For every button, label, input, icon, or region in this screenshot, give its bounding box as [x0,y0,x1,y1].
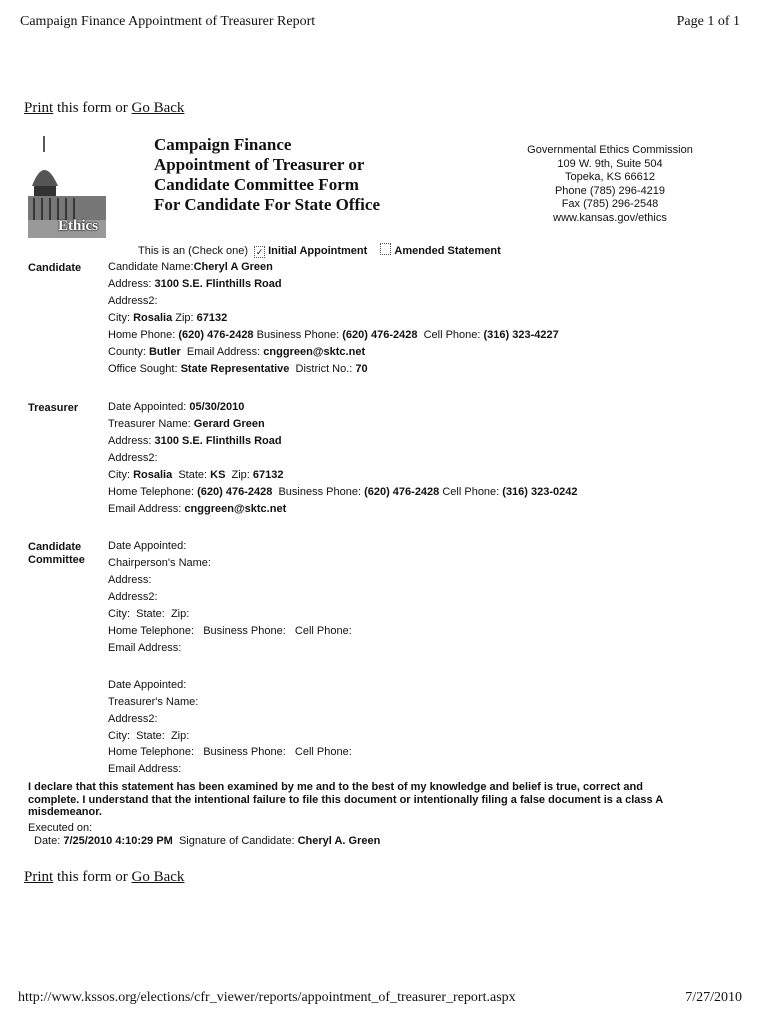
committee-treasurer-email-label: Email Address: [108,763,182,775]
treasurer-address-value: 3100 S.E. Flinthills Road [154,435,282,447]
office-sought-value: State Representative [180,363,290,375]
treasurer-email-row [108,503,286,515]
candidate-county-value: Butler [148,346,181,358]
print-link-bottom[interactable]: Print [24,869,54,885]
candidate-home-phone-value: (620) 476-2428 [178,329,254,341]
executed-row [34,835,380,847]
treasurer-address2-label: Address2: [108,452,158,464]
candidate-county-label: County: [108,346,149,358]
treasurer-state-label: State: [172,469,211,481]
treasurer-date-row [108,401,244,413]
treasurer-city-label: City: [108,469,134,481]
committee-section-label-line-2: Committee [28,554,85,566]
treasurer-zip-value: 67132 [252,469,284,481]
amended-statement-checkbox[interactable] [380,243,391,255]
committee-section-label [28,541,85,567]
candidate-city-value: Rosalia [133,312,173,324]
executed-date-value: 7/25/2010 4:10:29 PM [63,835,173,847]
treasurer-name-label: Treasurer Name: [108,418,194,430]
candidate-county-row [108,346,365,358]
check-one-row [138,243,501,258]
candidate-business-phone-label: Business Phone: [253,329,343,341]
candidate-zip-value: 67132 [196,312,228,324]
candidate-address2-label: Address2: [108,295,158,307]
commission-city: Topeka, KS 66612 [565,171,655,183]
candidate-home-phone-label: Home Phone: [108,329,179,341]
commission-fax: Fax (785) 296-2548 [561,198,659,210]
treasurer-address-label: Address: [108,435,155,447]
committee-email-label: Email Address: [108,642,182,654]
committee-date-label: Date Appointed: [108,540,187,552]
treasurer-city-row [108,469,284,481]
treasurer-email-label: Email Address: [108,503,185,515]
candidate-city-row [108,312,227,324]
print-link[interactable]: Print [24,100,54,116]
candidate-name-row [108,261,273,273]
treasurer-cell-phone-label: Cell Phone: [439,486,503,498]
committee-city-state-zip-label: City: State: Zip: [108,608,190,620]
treasurer-name-row [108,418,265,430]
go-back-link-bottom[interactable]: Go Back [131,869,185,885]
committee-section-label-line-1: Candidate [28,541,82,553]
committee-treasurer-address2-label: Address2: [108,713,158,725]
candidate-cell-phone-value: (316) 323-4227 [483,329,559,341]
district-label: District No.: [289,363,356,375]
committee-treasurer-name-label: Treasurer's Name: [108,696,199,708]
commission-website: www.kansas.gov/ethics [553,211,667,224]
treasurer-business-phone-value: (620) 476-2428 [364,486,440,498]
initial-appointment-checkbox[interactable]: ✓ [255,247,264,257]
ethics-logo-text: Ethics [58,218,99,234]
district-value: 70 [355,363,368,375]
candidate-business-phone-value: (620) 476-2428 [342,329,418,341]
nav-separator: this form or [53,100,132,116]
nav-separator-bottom: this form or [53,869,132,885]
treasurer-email-value: cnggreen@sktc.net [184,503,287,515]
candidate-section-label: Candidate [28,262,82,274]
treasurer-date-label: Date Appointed: [108,401,190,413]
candidate-address-value: 3100 S.E. Flinthills Road [154,278,282,290]
treasurer-business-phone-label: Business Phone: [272,486,365,498]
form-title-line-2: Appointment of Treasurer or [154,155,365,174]
ethics-capitol-logo [28,134,108,238]
candidate-office-row [108,363,368,375]
treasurer-home-phone-label: Home Telephone: [108,486,198,498]
go-back-link[interactable]: Go Back [131,100,185,116]
treasurer-address-row [108,435,282,447]
signature-value: Cheryl A. Green [297,835,381,847]
executed-on-label: Executed on: [28,822,93,834]
form-title-line-1: Campaign Finance [154,135,292,154]
candidate-name-value: Cheryl A Green [193,261,273,273]
candidate-email-label: Email Address: [180,346,264,358]
candidate-city-label: City: [108,312,134,324]
candidate-cell-phone-label: Cell Phone: [417,329,484,341]
form-title [154,135,380,215]
declaration-text: I declare that this statement has been examined by me and to the best of my knowledge and belief is true, correct and complete. I understand that the intentional failure to file this document or intentionally filing a false document is a class A misdemeanor. [28,781,663,818]
executed-date-label: Date: [34,835,64,847]
treasurer-home-phone-value: (620) 476-2428 [197,486,273,498]
candidate-phones-row [108,329,559,341]
committee-address-label: Address: [108,574,152,586]
amended-statement-label: Amended Statement [394,245,501,257]
treasurer-name-value: Gerard Green [193,418,265,430]
form-title-line-4: For Candidate For State Office [154,195,380,214]
candidate-name-label: Candidate Name: [108,261,194,273]
candidate-address-label: Address: [108,278,155,290]
treasurer-state-value: KS [210,469,226,481]
committee-chair-label: Chairperson's Name: [108,557,211,569]
office-sought-label: Office Sought: [108,363,181,375]
commission-street: 109 W. 9th, Suite 504 [557,157,663,170]
treasurer-phones-row [108,486,578,498]
footer-url: http://www.kssos.org/elections/cfr_viewer/reports/appointment_of_treasurer_report.aspx [18,990,516,1005]
commission-phone: Phone (785) 296-4219 [554,184,666,197]
committee-address2-label: Address2: [108,591,158,603]
check-one-prefix: This is an (Check one) [138,245,249,257]
commission-address [500,144,720,225]
treasurer-section-label: Treasurer [28,402,79,414]
top-nav [24,100,184,117]
footer-date: 7/27/2010 [685,990,742,1005]
committee-treasurer-date-label: Date Appointed: [108,679,187,691]
committee-phones-label: Home Telephone: Business Phone: Cell Phone: [108,625,352,637]
candidate-zip-label: Zip: [172,312,197,324]
treasurer-date-value: 05/30/2010 [189,401,245,413]
committee-treasurer-phones-label: Home Telephone: Business Phone: Cell Phone: [108,746,352,758]
initial-appointment-label: Initial Appointment [268,245,368,257]
treasurer-zip-label: Zip: [225,469,253,481]
bottom-nav [24,869,184,886]
commission-name: Governmental Ethics Commission [527,144,693,156]
treasurer-cell-phone-value: (316) 323-0242 [502,486,578,498]
form-title-line-3: Candidate Committee Form [154,175,359,194]
treasurer-city-value: Rosalia [133,469,173,481]
candidate-email-value: cnggreen@sktc.net [263,346,366,358]
committee-treasurer-city-state-zip-label: City: State: Zip: [108,730,190,742]
candidate-address-row [108,278,282,290]
report-header-title: Campaign Finance Appointment of Treasurer Report [20,14,316,29]
signature-label: Signature of Candidate: [172,835,298,847]
page-number: Page 1 of 1 [676,14,740,29]
